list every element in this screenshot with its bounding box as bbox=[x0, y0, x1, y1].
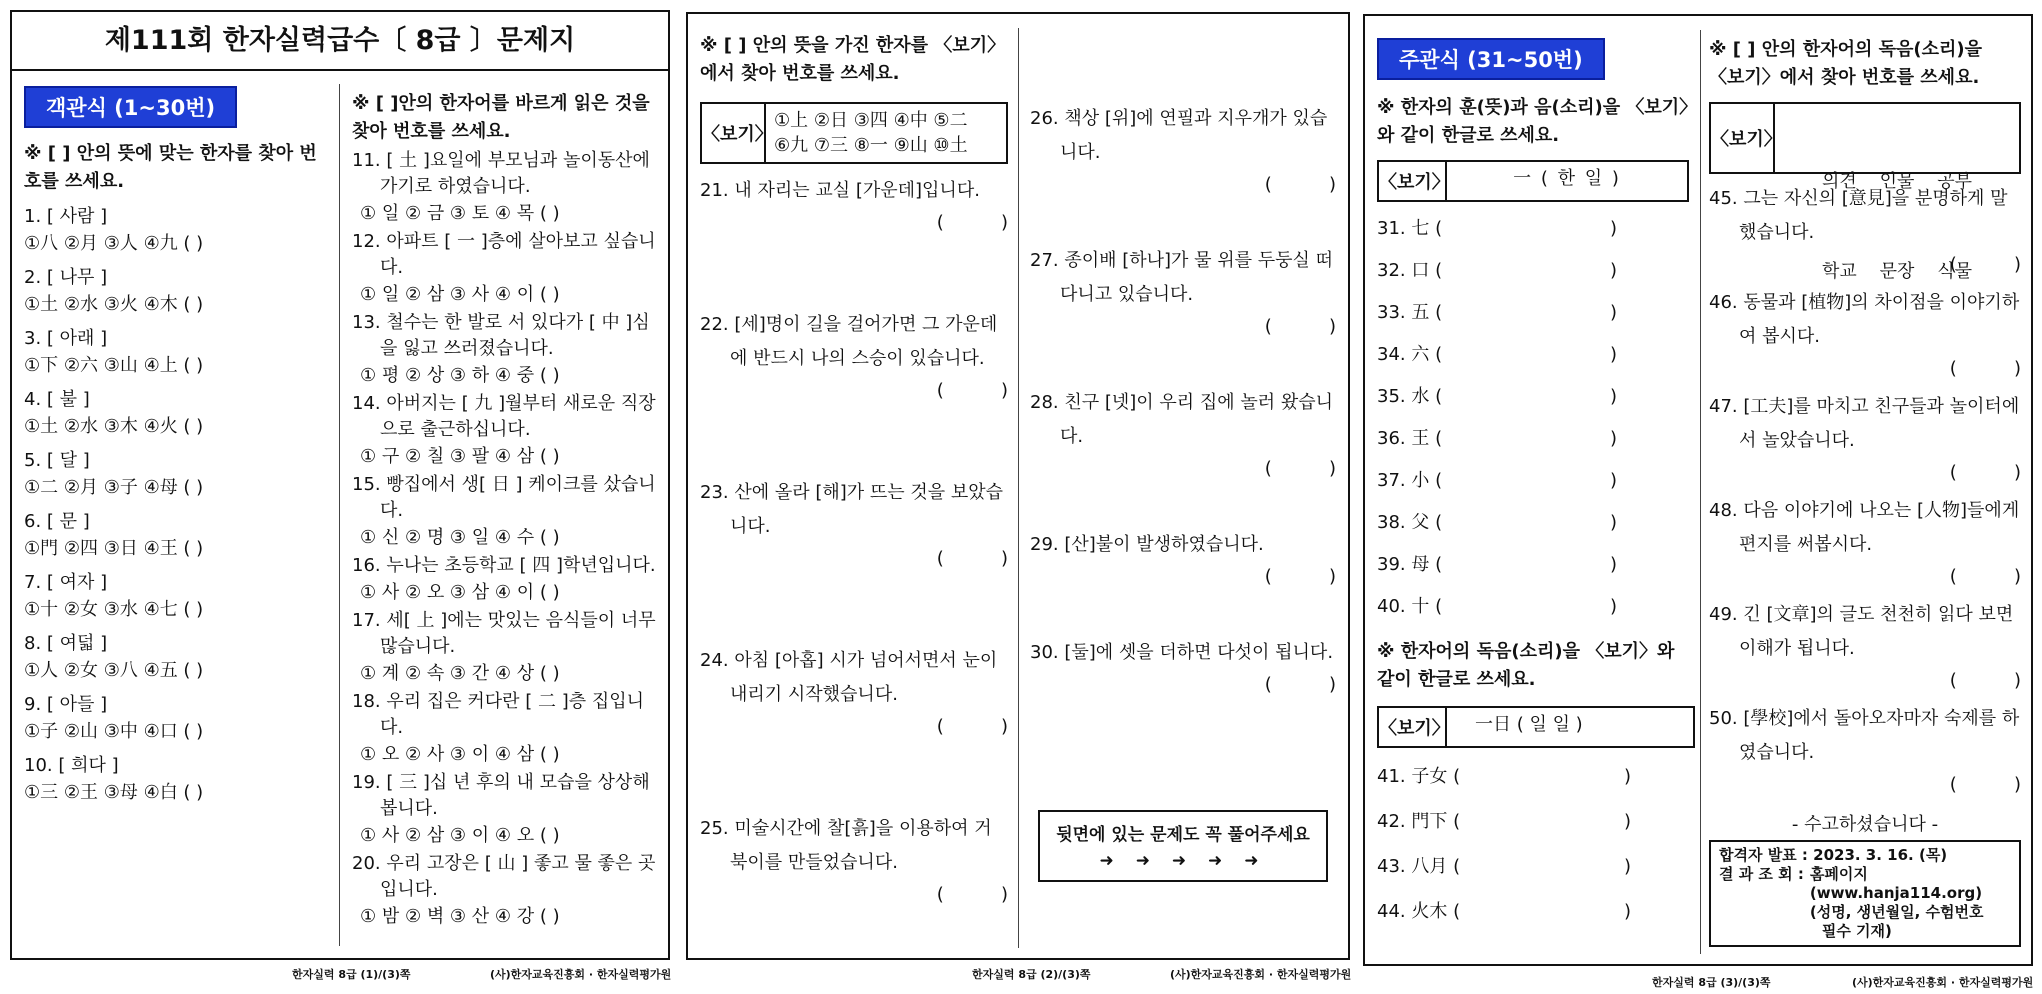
answer-options[interactable]: ①土 ②水 ③火 ④木 ( ) bbox=[24, 294, 204, 315]
question-item bbox=[352, 310, 664, 389]
column-divider bbox=[1018, 28, 1019, 948]
answer-options[interactable]: ① 오 ② 사 ③ 이 ④ 삼 ( ) bbox=[360, 744, 560, 765]
result-note: (성명, 생년월일, 수험번호 bbox=[1809, 903, 1984, 921]
answer-close: ) bbox=[1609, 218, 1617, 239]
notice-text: 뒷면에 있는 문제도 꼭 풀어주세요 bbox=[1056, 825, 1310, 845]
answer-blank[interactable]: ( ) bbox=[1264, 316, 1336, 337]
question-text: 45. 그는 자신의 [意見]을 분명하게 말했습니다. bbox=[1709, 188, 2008, 243]
question-item bbox=[24, 326, 334, 379]
question-item bbox=[1709, 598, 2021, 696]
question-item bbox=[1709, 494, 2021, 592]
answer-options[interactable]: ①下 ②六 ③山 ④上 ( ) bbox=[24, 355, 204, 376]
question-text: 28. 친구 [넷]이 우리 집에 놀러 왔습니다. bbox=[1030, 392, 1334, 447]
answer-row[interactable] bbox=[1377, 334, 1617, 376]
question-item bbox=[24, 631, 334, 684]
exam-title: 제111회 한자실력급수〔 8급 〕문제지 bbox=[12, 12, 668, 71]
answer-row[interactable] bbox=[1377, 460, 1617, 502]
question-list bbox=[352, 148, 664, 930]
answer-row[interactable] bbox=[1377, 889, 1631, 934]
question-text: 14. 아버지는 [ 九 ]월부터 새로운 직장으로 출근하십니다. bbox=[352, 393, 656, 440]
question-text: 26. 책상 [위]에 연필과 지우개가 있습니다. bbox=[1030, 108, 1328, 163]
question-item bbox=[24, 692, 334, 745]
question-text: 31. 七 ( bbox=[1377, 218, 1443, 239]
answer-close: ) bbox=[1623, 901, 1631, 922]
question-item bbox=[24, 509, 334, 562]
answer-options[interactable]: ①子 ②山 ③中 ④口 ( ) bbox=[24, 721, 204, 742]
instruction: ※ [ ] 안의 한자어의 독음(소리)을 〈보기〉에서 찾아 번호를 쓰세요. bbox=[1709, 39, 1983, 88]
question-item bbox=[700, 174, 1008, 238]
answer-blank[interactable]: ( ) bbox=[936, 548, 1008, 569]
exam-page-1 bbox=[10, 10, 670, 960]
question-text: 23. 산에 올라 [해]가 뜨는 것을 보았습니다. bbox=[700, 482, 1004, 537]
question-list bbox=[700, 174, 1008, 910]
question-text: 9. [ 아들 ] bbox=[24, 694, 108, 715]
question-text: 30. [둘]에 셋을 더하면 다섯이 됩니다. bbox=[1030, 642, 1334, 663]
question-item bbox=[1030, 244, 1336, 342]
left-column bbox=[700, 32, 1008, 910]
question-item bbox=[1709, 390, 2021, 488]
question-text: 34. 六 ( bbox=[1377, 344, 1443, 365]
question-text: 29. [산]불이 발생하였습니다. bbox=[1030, 534, 1264, 555]
question-item bbox=[352, 229, 664, 308]
question-text: 12. 아파트 [ 一 ]층에 살아보고 싶습니다. bbox=[352, 231, 656, 278]
right-column bbox=[1709, 36, 2021, 947]
section-label-subjective: 주관식 (31~50번) bbox=[1377, 38, 1605, 80]
question-text: 44. 火木 ( bbox=[1377, 901, 1461, 922]
question-item bbox=[700, 476, 1008, 574]
question-text: 15. 빵집에서 생[ 日 ] 케이크를 샀습니다. bbox=[352, 474, 656, 521]
answer-close: ) bbox=[1609, 554, 1617, 575]
question-item bbox=[700, 812, 1008, 910]
question-item bbox=[352, 689, 664, 768]
answer-options[interactable]: ①門 ②四 ③日 ④王 ( ) bbox=[24, 538, 204, 559]
left-column bbox=[24, 86, 334, 806]
instruction: ※ [ ]안의 한자어를 바르게 읽은 것을 찾아 번호를 쓰세요. bbox=[352, 93, 650, 142]
question-item bbox=[352, 770, 664, 849]
question-text: 16. 누나는 초등학교 [ 四 ]학년입니다. bbox=[352, 555, 656, 576]
question-text: 2. [ 나무 ] bbox=[24, 267, 108, 288]
instruction: ※ 한자의 훈(뜻)과 음(소리)을 〈보기〉와 같이 한글로 쓰세요. bbox=[1377, 97, 1689, 146]
section-label-objective: 객관식 (1~30번) bbox=[24, 86, 237, 128]
question-list bbox=[24, 204, 334, 806]
answer-options[interactable]: ① 일 ② 금 ③ 토 ④ 목 ( ) bbox=[360, 203, 560, 224]
question-item bbox=[1030, 386, 1336, 484]
question-text: 35. 水 ( bbox=[1377, 386, 1443, 407]
answer-blank[interactable]: ( ) bbox=[1949, 254, 2021, 275]
bogi-example: 一日 ( 일 일 ) bbox=[1475, 714, 1583, 735]
answer-row[interactable] bbox=[1377, 502, 1617, 544]
instruction: ※ [ ] 안의 뜻에 맞는 한자를 찾아 번호를 쓰세요. bbox=[24, 143, 317, 192]
column-divider bbox=[339, 84, 340, 946]
answer-close: ) bbox=[1609, 302, 1617, 323]
answer-options[interactable]: ① 신 ② 명 ③ 일 ④ 수 ( ) bbox=[360, 527, 560, 548]
answer-options[interactable]: ①八 ②月 ③人 ④九 ( ) bbox=[24, 233, 204, 254]
question-text: 3. [ 아래 ] bbox=[24, 328, 108, 349]
answer-options[interactable]: ① 계 ② 속 ③ 간 ④ 상 ( ) bbox=[360, 663, 560, 684]
answer-options[interactable]: ①十 ②女 ③水 ④七 ( ) bbox=[24, 599, 204, 620]
bogi-line: ⑥九 ⑦三 ⑧一 ⑨山 ⑩土 bbox=[774, 135, 968, 156]
bogi-label: 〈보기〉 bbox=[1711, 104, 1775, 172]
question-text: 11. [ 土 ]요일에 부모님과 놀이동산에 가기로 하였습니다. bbox=[352, 150, 650, 197]
answer-blank[interactable]: ( ) bbox=[1949, 774, 2021, 795]
question-list bbox=[1377, 208, 1689, 628]
answer-blank[interactable]: ( ) bbox=[1264, 174, 1336, 195]
question-item bbox=[700, 308, 1008, 406]
question-item bbox=[24, 448, 334, 501]
result-note: 필수 기재) bbox=[1821, 922, 1892, 940]
answer-close: ) bbox=[1623, 766, 1631, 787]
question-item bbox=[352, 472, 664, 551]
answer-close: ) bbox=[1623, 811, 1631, 832]
answer-row[interactable] bbox=[1377, 292, 1617, 334]
notice-box bbox=[1038, 810, 1328, 882]
page-footer-publisher: (사)한자교육진흥회 · 한자실력평가원 bbox=[1852, 976, 2034, 989]
question-item bbox=[352, 608, 664, 687]
bogi-example: 一 ( 한 일 ) bbox=[1513, 168, 1621, 189]
question-text: 36. 王 ( bbox=[1377, 428, 1443, 449]
question-text: 22. [세]명이 길을 걸어가면 그 가운데에 반드시 나의 스승이 있습니다. bbox=[700, 314, 998, 369]
question-item bbox=[700, 644, 1008, 742]
question-list bbox=[1377, 754, 1689, 934]
answer-options[interactable]: ① 사 ② 오 ③ 삼 ④ 이 ( ) bbox=[360, 582, 560, 603]
result-info-box bbox=[1709, 840, 2021, 947]
page-footer-number: 한자실력 8급 (3)/(3)쪽 bbox=[1652, 976, 1771, 989]
question-item bbox=[24, 204, 334, 257]
question-text: 33. 五 ( bbox=[1377, 302, 1443, 323]
question-text: 7. [ 여자 ] bbox=[24, 572, 108, 593]
question-text: 48. 다음 이야기에 나오는 [人物]들에게 편지를 써봅시다. bbox=[1709, 500, 2020, 555]
bogi-box bbox=[1377, 160, 1689, 202]
answer-close: ) bbox=[1623, 856, 1631, 877]
question-item bbox=[1709, 702, 2021, 800]
page-footer-number: 한자실력 8급 (1)/(3)쪽 bbox=[292, 968, 411, 981]
answer-close: ) bbox=[1609, 596, 1617, 617]
question-text: 24. 아침 [아홉] 시가 넘어서면서 눈이 내리기 시작했습니다. bbox=[700, 650, 998, 705]
answer-blank[interactable]: ( ) bbox=[936, 884, 1008, 905]
answer-blank[interactable]: ( ) bbox=[936, 716, 1008, 737]
question-text: 21. 내 자리는 교실 [가운데]입니다. bbox=[700, 180, 980, 201]
arrow-icon: ➜ ➜ ➜ ➜ ➜ bbox=[1099, 851, 1267, 871]
question-item bbox=[24, 387, 334, 440]
question-text: 10. [ 희다 ] bbox=[24, 755, 119, 776]
bogi-line: 의견 인물 공부 bbox=[1821, 171, 1973, 192]
result-homepage: 홈페이지 bbox=[1809, 865, 1868, 883]
result-date: 2023. 3. 16. (목) bbox=[1813, 846, 1948, 864]
answer-options[interactable]: ①三 ②王 ③母 ④白 ( ) bbox=[24, 782, 204, 803]
answer-options[interactable]: ① 구 ② 칠 ③ 팔 ④ 삼 ( ) bbox=[360, 446, 560, 467]
instruction: ※ [ ] 안의 뜻을 가진 한자를 〈보기〉에서 찾아 번호를 쓰세요. bbox=[700, 35, 1006, 84]
question-item bbox=[352, 391, 664, 470]
right-column bbox=[1030, 102, 1336, 700]
bogi-box bbox=[1377, 706, 1695, 748]
question-text: 20. 우리 고장은 [ 山 ] 좋고 물 좋은 곳입니다. bbox=[352, 853, 656, 900]
answer-options[interactable]: ① 일 ② 삼 ③ 사 ④ 이 ( ) bbox=[360, 284, 560, 305]
question-text: 6. [ 문 ] bbox=[24, 511, 90, 532]
question-text: 18. 우리 집은 커다란 [ 二 ]층 집입니다. bbox=[352, 691, 644, 738]
answer-close: ) bbox=[1609, 512, 1617, 533]
answer-row[interactable] bbox=[1377, 544, 1617, 586]
page-footer-publisher: (사)한자교육진흥회 · 한자실력평가원 bbox=[1170, 968, 1352, 981]
question-text: 50. [學校]에서 돌아오자마자 숙제를 하였습니다. bbox=[1709, 708, 2020, 763]
answer-row[interactable] bbox=[1377, 208, 1617, 250]
question-text: 42. 門下 ( bbox=[1377, 811, 1461, 832]
question-text: 47. [工夫]를 마치고 친구들과 놀이터에서 놀았습니다. bbox=[1709, 396, 2020, 451]
answer-row[interactable] bbox=[1377, 754, 1631, 799]
result-label: 합격자 발표 : bbox=[1719, 846, 1808, 864]
answer-blank[interactable]: ( ) bbox=[1949, 670, 2021, 691]
question-item bbox=[352, 148, 664, 227]
right-column bbox=[352, 90, 664, 930]
question-item bbox=[24, 570, 334, 623]
question-text: 43. 八月 ( bbox=[1377, 856, 1461, 877]
exam-page-2 bbox=[686, 12, 1350, 960]
question-text: 1. [ 사람 ] bbox=[24, 206, 108, 227]
closing-message: - 수고하셨습니다 - bbox=[1791, 814, 1939, 835]
answer-row[interactable] bbox=[1377, 844, 1631, 889]
answer-options[interactable]: ①二 ②月 ③子 ④母 ( ) bbox=[24, 477, 204, 498]
answer-options[interactable]: ①土 ②水 ③木 ④火 ( ) bbox=[24, 416, 204, 437]
answer-blank[interactable]: ( ) bbox=[1264, 674, 1336, 695]
answer-close: ) bbox=[1609, 470, 1617, 491]
answer-options[interactable]: ①人 ②女 ③八 ④五 ( ) bbox=[24, 660, 204, 681]
exam-page-3 bbox=[1363, 14, 2033, 966]
page-footer-publisher: (사)한자교육진흥회 · 한자실력평가원 bbox=[490, 968, 672, 981]
question-text: 5. [ 달 ] bbox=[24, 450, 90, 471]
question-item bbox=[24, 753, 334, 806]
question-item bbox=[352, 553, 664, 606]
question-text: 19. [ 三 ]십 년 후의 내 모습을 상상해 봅니다. bbox=[352, 772, 650, 819]
answer-close: ) bbox=[1609, 386, 1617, 407]
question-text: 39. 母 ( bbox=[1377, 554, 1443, 575]
question-text: 46. 동물과 [植物]의 차이점을 이야기하여 봅시다. bbox=[1709, 292, 2020, 347]
question-list bbox=[1030, 102, 1336, 700]
question-text: 13. 철수는 한 발로 서 있다가 [ 中 ]심을 잃고 쓰러졌습니다. bbox=[352, 312, 650, 359]
answer-blank[interactable]: ( ) bbox=[1264, 566, 1336, 587]
instruction: ※ 한자어의 독음(소리)을 〈보기〉와 같이 한글로 쓰세요. bbox=[1377, 641, 1675, 690]
bogi-box bbox=[700, 102, 1008, 164]
answer-options[interactable]: ① 밤 ② 벽 ③ 산 ④ 강 ( ) bbox=[360, 906, 560, 927]
bogi-label: 〈보기〉 bbox=[1379, 708, 1447, 746]
question-item bbox=[352, 851, 664, 930]
answer-close: ) bbox=[1609, 428, 1617, 449]
question-text: 49. 긴 [文章]의 글도 천천히 읽다 보면 이해가 됩니다. bbox=[1709, 604, 2014, 659]
question-text: 41. 子女 ( bbox=[1377, 766, 1461, 787]
answer-row[interactable] bbox=[1377, 418, 1617, 460]
answer-row[interactable] bbox=[1377, 376, 1617, 418]
bogi-label: 〈보기〉 bbox=[702, 104, 766, 162]
answer-blank[interactable]: ( ) bbox=[1949, 566, 2021, 587]
answer-row[interactable] bbox=[1377, 799, 1631, 844]
answer-options[interactable]: ① 사 ② 삼 ③ 이 ④ 오 ( ) bbox=[360, 825, 560, 846]
question-text: 27. 종이배 [하나]가 물 위를 두둥실 떠다니고 있습니다. bbox=[1030, 250, 1334, 305]
question-text: 8. [ 여덟 ] bbox=[24, 633, 108, 654]
question-text: 25. 미술시간에 찰[흙]을 이용하여 거북이를 만들었습니다. bbox=[700, 818, 992, 873]
answer-blank[interactable]: ( ) bbox=[936, 212, 1008, 233]
answer-close: ) bbox=[1609, 344, 1617, 365]
answer-blank[interactable]: ( ) bbox=[1949, 462, 2021, 483]
answer-close: ) bbox=[1609, 260, 1617, 281]
answer-row[interactable] bbox=[1377, 586, 1617, 628]
question-item bbox=[24, 265, 334, 318]
bogi-label: 〈보기〉 bbox=[1379, 162, 1447, 200]
question-item bbox=[1030, 528, 1336, 592]
question-text: 32. 口 ( bbox=[1377, 260, 1443, 281]
question-text: 40. 十 ( bbox=[1377, 596, 1443, 617]
answer-blank[interactable]: ( ) bbox=[1264, 458, 1336, 479]
result-url: (www.hanja114.org) bbox=[1809, 884, 1983, 902]
answer-blank[interactable]: ( ) bbox=[936, 380, 1008, 401]
answer-options[interactable]: ① 평 ② 상 ③ 하 ④ 중 ( ) bbox=[360, 365, 560, 386]
answer-blank[interactable]: ( ) bbox=[1949, 358, 2021, 379]
result-label: 결 과 조 회 : bbox=[1719, 865, 1804, 883]
answer-row[interactable] bbox=[1377, 250, 1617, 292]
question-text: 4. [ 불 ] bbox=[24, 389, 90, 410]
bogi-line: 학교 문장 식물 bbox=[1821, 261, 1973, 282]
question-text: 38. 父 ( bbox=[1377, 512, 1443, 533]
question-item bbox=[1030, 102, 1336, 200]
question-text: 37. 小 ( bbox=[1377, 470, 1443, 491]
question-text: 17. 세[ 上 ]에는 맛있는 음식들이 너무 많습니다. bbox=[352, 610, 656, 657]
bogi-line: ①上 ②日 ③四 ④中 ⑤二 bbox=[774, 110, 968, 131]
page-footer-number: 한자실력 8급 (2)/(3)쪽 bbox=[972, 968, 1091, 981]
left-column bbox=[1377, 38, 1689, 934]
column-divider bbox=[1700, 30, 1701, 954]
question-item bbox=[1030, 636, 1336, 700]
